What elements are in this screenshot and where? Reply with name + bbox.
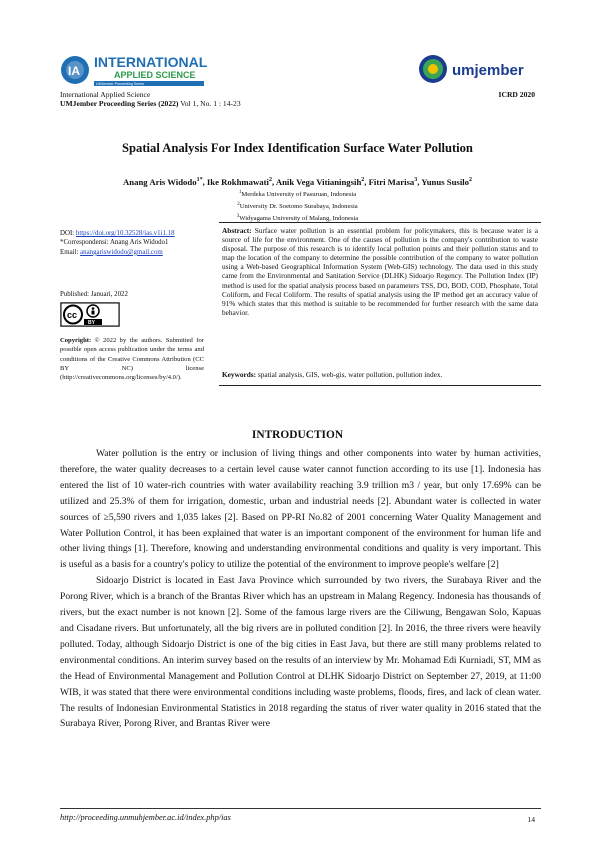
- svg-text:cc: cc: [67, 310, 78, 320]
- abstract-text: Surface water pollution is an essential problem for policymakers, this is because water is a source of life for the environment. One of the causes of pollution is the company's contribution to waste disposal. The purpose of this research is to identify local pollution points and their pollution status and to map the location of the company to determine the possible contribution of the company to water pollution using a Web-based Geographical Information System (Web-GIS) technology. The data used in this study came from the Environmental and Sanitation Service (DLHK) Sidoarjo Regency. The Pollution Index (IP) method is used for the spatial analysis process based on parameters TSS, DO, BOD, COD, Phosphate, Total Coliform, and Fecal Coliform. The results of spatial analysis using the IP method get an accuracy value of 91% which states that this method is suitable to be recommended for further research with the same data behavior.: [222, 226, 538, 317]
- volume-info: Vol 1, No. 1 : 14-23: [178, 99, 241, 109]
- author-name: Fitri Marisa: [368, 177, 415, 187]
- affiliation-list: [60, 188, 535, 224]
- journal-logo-subtitle: APPLIED SCIENCE: [114, 70, 196, 80]
- series-line: [60, 99, 241, 108]
- journal-logo-title: INTERNATIONAL: [94, 54, 208, 70]
- published-date: Published: Januari, 2022: [60, 291, 128, 298]
- keywords: [222, 370, 538, 379]
- author-affiliation-mark: 2: [469, 177, 472, 184]
- journal-header: [60, 90, 241, 109]
- page-number: 14: [527, 815, 535, 824]
- author-list: Anang Aris Widodo$^{1*}$, Ike Rokhmawati$^2$, Anik Vega Vitianingsih$^2$, Fitri Marisa$^3$, Yunus Susilo$^2$: [123, 177, 472, 187]
- paper-title: Spatial Analysis For Index Identification Surface Water Pollution: [122, 141, 473, 155]
- author-affiliation-mark: 2: [361, 177, 365, 184]
- abstract: [222, 226, 538, 317]
- affiliation: $^3$Widyagama University of Malang, Indonesia: [236, 213, 359, 223]
- author-affiliation-mark: 2: [268, 177, 272, 184]
- svg-text:BY: BY: [88, 320, 95, 326]
- svg-text:IA: IA: [68, 64, 80, 78]
- keywords-label: Keywords:: [222, 370, 257, 379]
- affiliation: $^2$University Dr. Soetomo Surabaya, Indonesia: [237, 201, 358, 211]
- keywords-text: spatial analysis, GIS, web-gis, water pollution, pollution index.: [256, 370, 443, 379]
- affiliation: $^1$Merdeka University of Pasuruan, Indonesia: [238, 190, 357, 199]
- author-name: Anik Vega Vitianingsih: [275, 177, 362, 187]
- article-meta: [60, 229, 210, 257]
- author-name: Yunus Susilo: [421, 177, 469, 187]
- paragraph: Water pollution is the entry or inclusion of living things and other components into water by human activities, therefore, the water quality decreases to a certain level cause water cannot function according to its use [1]. Indonesia has entered the list of 10 water-rich countries with water availability reaching 3.9 trillion m3 / year, but only 17.69% can be utilized and 25.3% of them for irrigation, domestic, urban and industrial needs [2]. Abundant water is collected in water sources of ≥5,590 rivers and 1,035 lakes [2]. Based on PP-RI No.82 of 2001 concerning Water Quality Management and Water Pollution Control, it has been explained that water is an important component of the environment for human life and other living things [1]. Therefore, knowing and understanding environmental conditions and quality is very important. This is useful as a basis for a country's policy to utilize the potential of the environment to improve people's welfare [2]: [60, 448, 541, 571]
- footer-url[interactable]: http://proceeding.unmuhjember.ac.id/index.php/ias: [60, 813, 231, 822]
- correspondence: *Correspondensi: Anang Aris Widodo1: [60, 239, 169, 247]
- journal-logo-tagline: UMJember Proceeding Series: [96, 82, 144, 86]
- journal-name: International Applied Science: [60, 90, 151, 99]
- cc-license-icon: [60, 302, 120, 327]
- section-heading: INTRODUCTION: [251, 429, 344, 441]
- body-text: [60, 446, 541, 732]
- email-link[interactable]: anangariswidodo@gmail.com: [80, 248, 163, 256]
- abstract-label: Abstract:: [222, 226, 252, 235]
- doi-line: DOI: https://doi.org/10.32528/ias.v1i1.18: [60, 230, 175, 237]
- university-logo-text: umjember: [452, 62, 524, 79]
- series-label: UMJember Proceeding Series (2022): [60, 99, 179, 109]
- journal-logo: [60, 52, 232, 88]
- email-line: Email: anangariswidodo@gmail.com: [60, 248, 163, 256]
- footer-rule: [60, 808, 541, 809]
- doi-link[interactable]: https://doi.org/10.32528/ias.v1i1.18: [75, 230, 175, 237]
- author-affiliation-mark: 1*: [196, 177, 203, 184]
- author-affiliation-mark: 3: [414, 177, 418, 184]
- copyright-notice: Copyright: © 2022 by the authors. Submitted for possible open access publication under the terms and conditions of the Creative Commons Attribution (CC BY NC) license (http://creativecommons.org/licenses/by/4.0/).: [60, 337, 204, 382]
- author-name: Ike Rokhmawati: [206, 177, 269, 187]
- university-logo: [418, 52, 536, 86]
- conference-label: ICRD 2020: [498, 90, 535, 99]
- paragraph: Sidoarjo District is located in East Java Province which surrounded by two rivers, the Surabaya River and the Porong River, which is a branch of the Brantas River which has an upstream in Malang Regency. Indonesia has thousands of rivers, but the exact number is not known [2]. Some of the famous large rivers are the Ciliwung, Bengawan Solo, Kapuas and Cisadane rivers. But unfortunately, all the big rivers are in polluted condition [2]. In 2016, the three rivers were heavily polluted. Today, although Sidoarjo District is one of the big cities in East Java, but there are still many problems related to environmental conditions. An interim survey based on the results of an interview by Mr. Mohamad Edi Kurniadi, ST, MM as the Head of Environmental Management and Pollution Control at DLHK Sidoarjo District on September 27, 2019, at 11:00 WIB, it was stated that there were environmental conditions including waste problems, floods, fires, and lack of clean water. The results of Indonesian Environmental Statistics in 2018 regarding the status of river water quality in 2016 stated that the Surabaya River, Porong River, and Brantas River were: [60, 575, 541, 730]
- author-name: Anang Aris Widodo: [123, 177, 197, 187]
